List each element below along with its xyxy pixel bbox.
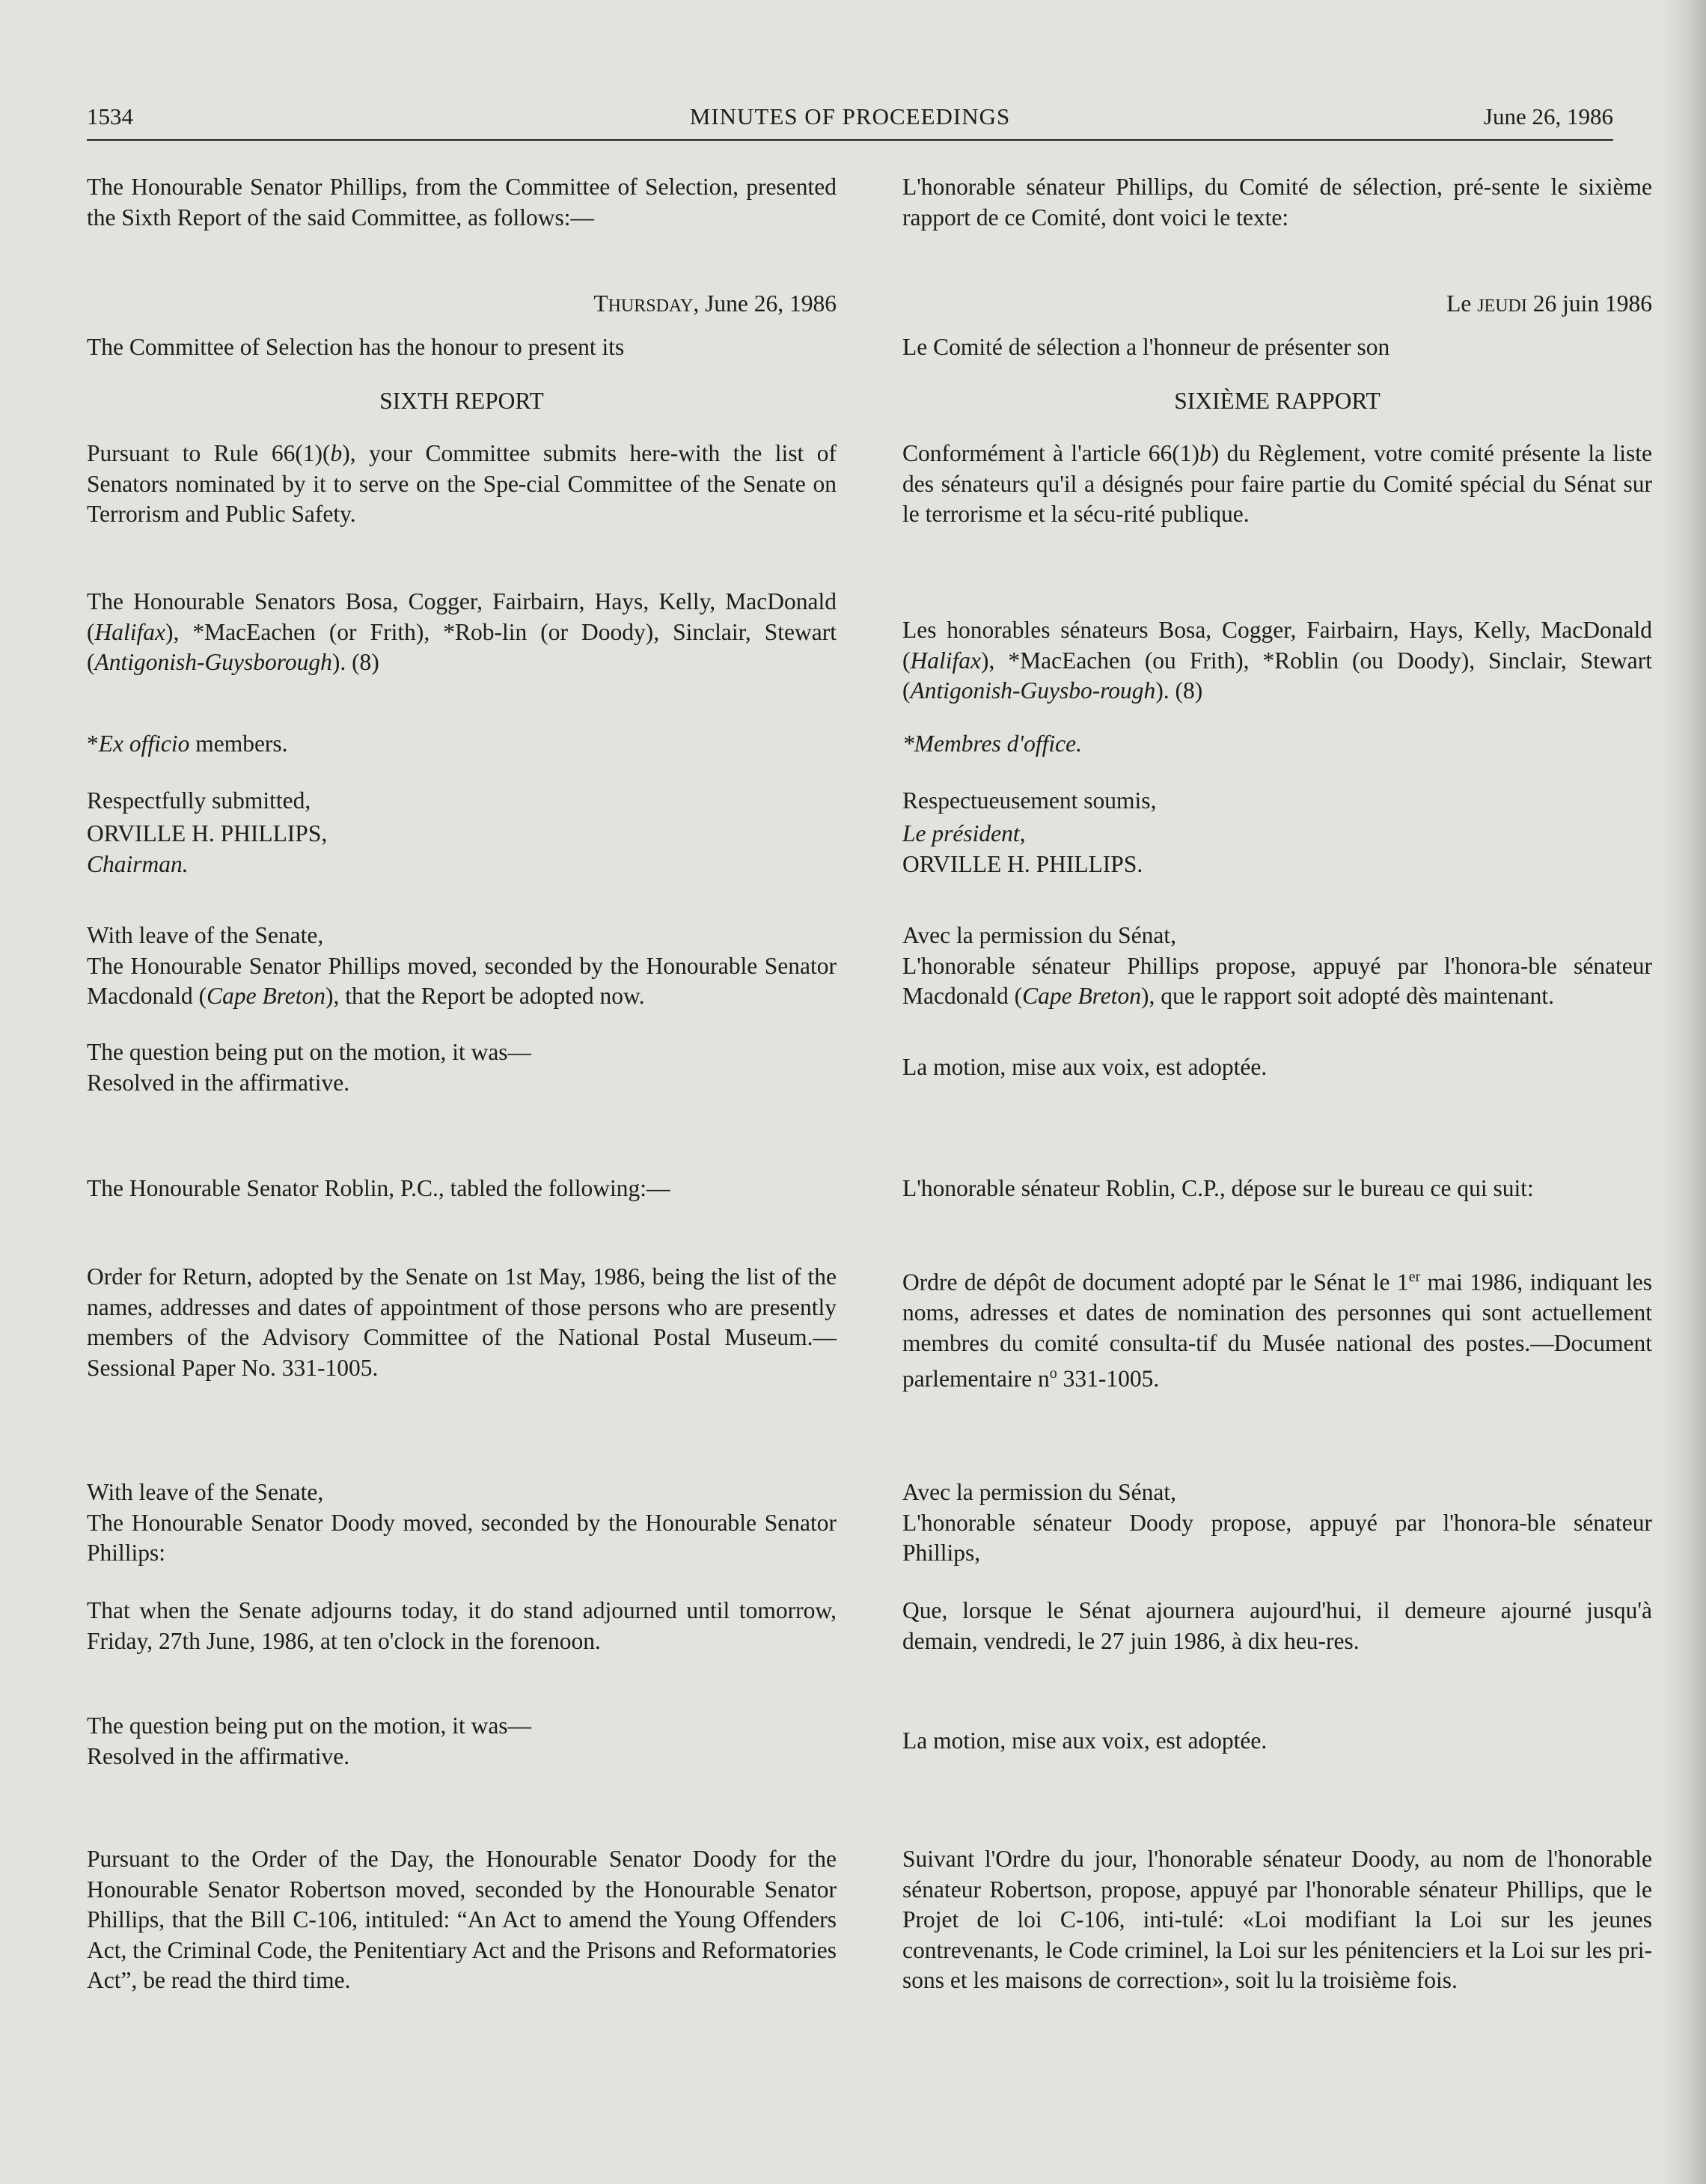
senator-list-fr: Les honorables sénateurs Bosa, Cogger, Fairbairn, Hays, Kelly, MacDonald (Halifax), *MacEachen (ou Frith), *Roblin (ou Doody), Sinclair, Stewart (Antigonish-Guysbo-rough). (8) <box>902 617 1652 704</box>
report-body-fr: Conformément à l'article 66(1)b) du Règlement, votre comité présente la liste des sénateurs qu'il a désignés pour faire partie du Comité spécial du Sénat sur le terrorisme et la sécu-rité publique. <box>902 440 1652 527</box>
report-title: SIXTH REPORT <box>379 388 544 414</box>
page-binding-shadow <box>1661 0 1706 2184</box>
report-dateline-fr: Le JEUDI 26 juin 1986 <box>1446 290 1652 317</box>
report-title-fr: SIXIÈME RAPPORT <box>1174 388 1381 414</box>
adjournment-result: The question being put on the motion, it was— Resolved in the affirmative. <box>87 1712 532 1769</box>
page-number: 1534 <box>87 103 133 129</box>
report-preamble: The Committee of Selection has the honour to present its <box>87 334 625 360</box>
running-header <box>87 103 1613 141</box>
tabling-notice: The Honourable Senator Roblin, P.C., tabled the following:— <box>87 1175 670 1201</box>
bill-c106-motion: Pursuant to the Order of the Day, the Honourable Senator Doody for the Honourable Senator Robertson moved, seconded by the Honourable Senator Phillips, that the Bill C-106, intituled: “An Act to amend the Young Offenders Act, the Criminal Code, the Penitentiary Act and the Prisons and Reformatories Act”, be read the third time. <box>87 1846 837 1993</box>
header-title: MINUTES OF PROCEEDINGS <box>689 103 1011 129</box>
header-date: June 26, 1986 <box>1483 103 1613 129</box>
adjournment-motion-fr: Avec la permission du Sénat, L'honorable sénateur Doody propose, appuyé par l'honora-ble sénateur Phillips, <box>902 1479 1652 1566</box>
adjournment-text: That when the Senate adjourns today, it do stand adjourned until tomorrow, Friday, 27th June, 1986, at ten o'clock in the forenoon. <box>87 1597 837 1654</box>
selection-report-intro-fr: L'honorable sénateur Phillips, du Comité de sélection, pré-sente le sixième rapport de ce Comité, dont voici le texte: <box>902 174 1652 231</box>
tabling-notice-fr: L'honorable sénateur Roblin, C.P., dépose sur le bureau ce qui suit: <box>902 1175 1534 1201</box>
adjournment-text-fr: Que, lorsque le Sénat ajournera aujourd'hui, il demeure ajourné jusqu'à demain, vendredi, le 27 juin 1986, à dix heu-res. <box>902 1597 1652 1654</box>
adoption-result-fr: La motion, mise aux voix, est adoptée. <box>902 1054 1268 1080</box>
signature-fr: Le président, ORVILLE H. PHILLIPS. <box>902 820 1143 877</box>
report-preamble-fr: Le Comité de sélection a l'honneur de présenter son <box>902 334 1390 360</box>
ex-officio-note-fr: *Membres d'office. <box>902 730 1083 757</box>
ex-officio-note: *Ex officio members. <box>87 730 288 757</box>
signature: ORVILLE H. PHILLIPS, Chairman. <box>87 820 328 877</box>
closing-fr: Respectueusement soumis, <box>902 787 1157 814</box>
closing: Respectfully submitted, <box>87 787 311 814</box>
bill-c106-motion-fr: Suivant l'Ordre du jour, l'honorable sénateur Doody, au nom de l'honorable sénateur Robertson, propose, appuyé par l'honorable sénateur Phillips, que le Projet de loi C-106, inti-tulé: «Loi modifiant la Loi sur les jeunes contrevenants, le Code criminel, la Loi sur les pénitenciers et la Loi sur les pri-sons et les maisons de correction», soit lu la troisième fois. <box>902 1846 1652 1993</box>
adoption-result: The question being put on the motion, it was— Resolved in the affirmative. <box>87 1039 532 1096</box>
order-for-return-fr: Ordre de dépôt de document adopté par le Sénat le 1er mai 1986, indiquant les noms, adresses et dates de nomination des personnes qui sont actuellement membres du comité consulta-tif du Musée national des postes.—Document parlementaire $n^o$ 331-1005. <box>902 1269 1652 1392</box>
adjournment-motion: With leave of the Senate, The Honourable Senator Doody moved, seconded by the Honourable Senator Phillips: <box>87 1479 837 1566</box>
selection-report-intro: The Honourable Senator Phillips, from the Committee of Selection, presented the Sixth Report of the said Committee, as follows:— <box>87 174 837 231</box>
adoption-motion-fr: Avec la permission du Sénat, L'honorable sénateur Phillips propose, appuyé par l'honora-ble sénateur Macdonald (Cape Breton), que le rapport soit adopté dès maintenant. <box>902 922 1652 1009</box>
adoption-motion: With leave of the Senate, The Honourable Senator Phillips moved, seconded by the Honourable Senator Macdonald (Cape Breton), that the Report be adopted now. <box>87 922 837 1009</box>
adjournment-result-fr: La motion, mise aux voix, est adoptée. <box>902 1727 1268 1754</box>
report-body: Pursuant to Rule 66(1)(b), your Committee submits here-with the list of Senators nominated by it to serve on the Spe-cial Committee of the Senate on Terrorism and Public Safety. <box>87 440 837 527</box>
senator-list: The Honourable Senators Bosa, Cogger, Fairbairn, Hays, Kelly, MacDonald (Halifax), *MacEachen (or Frith), *Rob-lin (or Doody), Sinclair, Stewart (Antigonish-Guysborough). (8) <box>87 588 837 675</box>
report-dateline: THURSDAY, June 26, 1986 <box>593 290 837 317</box>
order-for-return: Order for Return, adopted by the Senate on 1st May, 1986, being the list of the names, addresses and dates of appointment of those persons who are presently members of the Advisory Committee of the National Postal Museum.—Sessional Paper No. 331-1005. <box>87 1263 837 1381</box>
